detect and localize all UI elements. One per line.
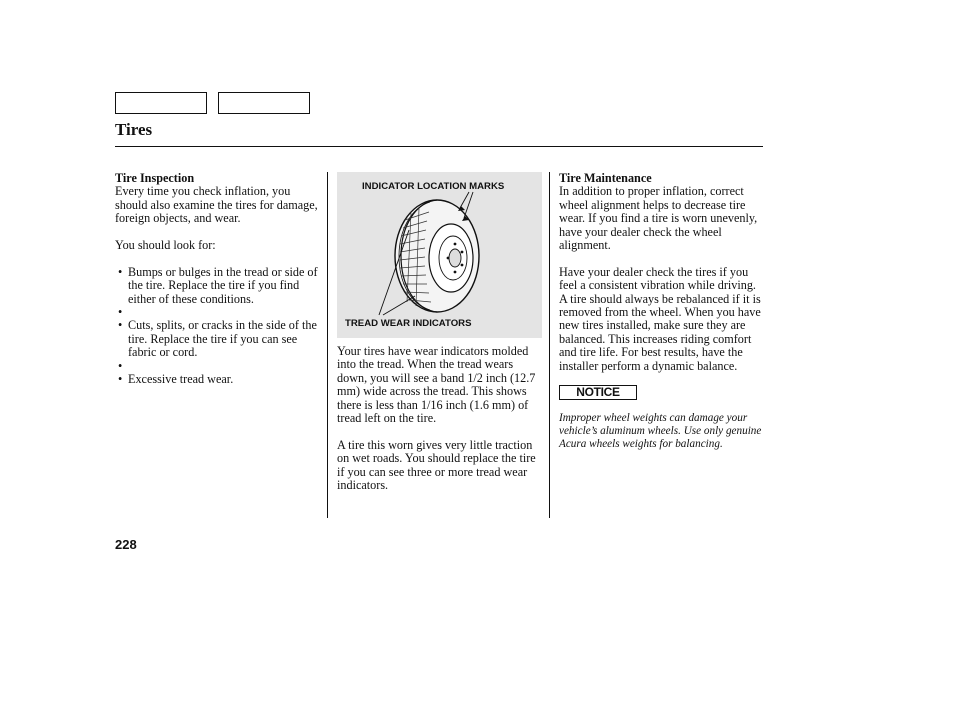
replace-tire-text: A tire this worn gives very little traction on wet roads. You should replace the tire if you can see three or more tread wear indicators. bbox=[337, 437, 536, 493]
list-item: • Excessive tread wear. bbox=[115, 373, 320, 386]
page-title: Tires bbox=[115, 120, 153, 139]
indicator-location-marks-label: INDICATOR LOCATION MARKS bbox=[362, 181, 505, 192]
column-divider-1 bbox=[327, 172, 328, 518]
tire-inspection-column bbox=[115, 172, 320, 386]
column-divider-2 bbox=[549, 172, 550, 518]
tire-illustration-figure bbox=[337, 172, 542, 338]
page-number: 228 bbox=[115, 537, 137, 552]
tire-inspection-intro: Every time you check inflation, you should also examine the tires for damage, foreign objects, and wear. bbox=[115, 184, 318, 226]
notice-text: Improper wheel weights can damage your vehicle’s aluminum wheels. Use only genuine Acura wheels weights for balancing. bbox=[559, 412, 762, 451]
tire-inspection-heading: Tire Inspection bbox=[115, 171, 195, 185]
nav-tab-2[interactable] bbox=[218, 92, 310, 114]
tire-maintenance-column bbox=[559, 172, 765, 452]
look-for-text: You should look for: bbox=[115, 238, 216, 253]
tire-icon bbox=[337, 172, 542, 338]
nav-tab-1[interactable] bbox=[115, 92, 207, 114]
balancing-text: Have your dealer check the tires if you feel a consistent vibration while driving. A tire should always be rebalanced if it is removed from the wheel. When you have new tires installed, make sure they are balanced. This increases riding comfort and tire life. For best results, have the installer perform a dynamic balance. bbox=[559, 264, 761, 373]
wheel-alignment-text: In addition to proper inflation, correct wheel alignment helps to decrease tire wear. If you find a tire is worn unevenly, have your dealer check the wheel alignment. bbox=[559, 184, 758, 253]
wear-indicators-text: Your tires have wear indicators molded into the tread. When the tread wears down, you will see a band 1/2 inch (12.7 mm) wide across the tread. This shows there is less than 1/16 inch (1.6 mm) of tread left on the tire. bbox=[337, 344, 536, 426]
tread-wear-indicators-label: TREAD WEAR INDICATORS bbox=[345, 318, 472, 329]
list-item: • Cuts, splits, or cracks in the side of the tire. Replace the tire if you can see fabric or cord. bbox=[115, 319, 320, 359]
title-divider bbox=[115, 146, 763, 147]
inspection-bullet-list bbox=[115, 266, 320, 387]
list-item: • Bumps or bulges in the tread or side of the tire. Replace the tire if you find either of these conditions. bbox=[115, 266, 320, 306]
tire-maintenance-heading: Tire Maintenance bbox=[559, 171, 652, 185]
notice-badge: NOTICE bbox=[559, 385, 637, 400]
wear-indicators-column bbox=[337, 345, 543, 492]
